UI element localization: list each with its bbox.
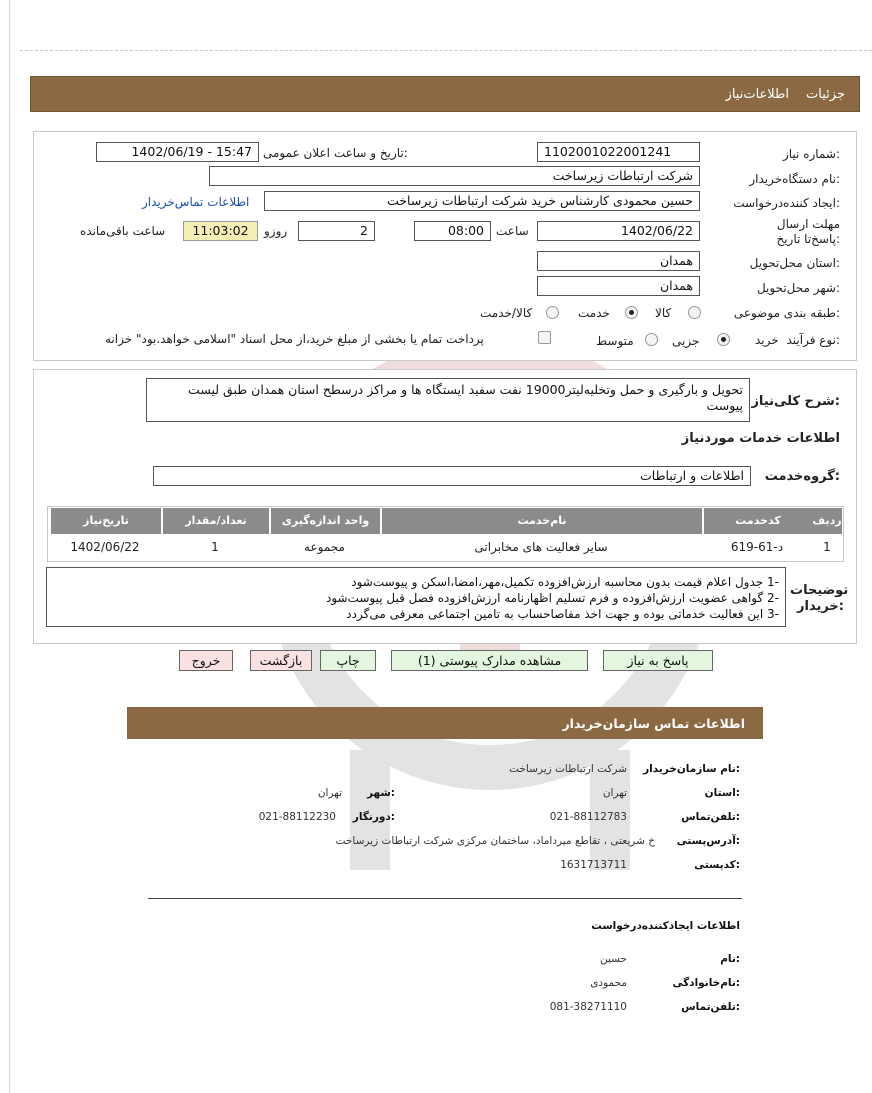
table-row-1-code: د-61-619 [730, 540, 784, 554]
contact-province-label: استان: [704, 787, 740, 799]
process-label: نوع فرآیند: [786, 333, 840, 347]
contact-city-value: تهران [317, 787, 342, 799]
creator-first-name-label: نام: [720, 953, 740, 965]
need-number-field: 1102001022001241 [537, 142, 700, 162]
contact-postal-value: 1631713711 [560, 859, 627, 871]
announce-field: 1402/06/19 - 15:47 [96, 142, 259, 162]
province-field: همدان [537, 251, 700, 271]
province-label: استان محل‌تحویل: [749, 256, 840, 270]
process-minor-label: جزیی [672, 334, 700, 348]
header-bar [30, 76, 860, 112]
creator-last-name-label: نام‌خانوادگی: [672, 977, 740, 989]
city-field: همدان [537, 276, 700, 296]
table-row-1-date: 1402/06/22 [70, 540, 140, 554]
contact-fax-value: 021-88112230 [258, 811, 336, 823]
note-line-1: -1 جدول اعلام قیمت بدون محاسبه ارزش‌افزوده تکمیل،مهر،امضا،اسکن و پیوست‌شود [351, 575, 779, 589]
org-name-label: نام سازمان‌خریدار: [643, 763, 740, 775]
contact-fax-label: دورنگار: [352, 811, 395, 823]
summary-label: شرح کلی‌نیاز: [751, 394, 840, 409]
buyer-org-field: شرکت ارتباطات زیرساخت [209, 166, 700, 186]
note-line-2: -2 گواهی عضویت ارزش‌افزوده و فرم تسلیم اظهارنامه ارزش‌افزوده فصل قبل پیوست‌شود [326, 591, 779, 605]
contact-section-header [127, 707, 763, 739]
table-row-1-unit: مجموعه [304, 540, 345, 554]
process-minor-radio[interactable] [717, 333, 730, 346]
category-goods-label: کالا [655, 306, 672, 320]
table-row-1-name: سایر فعالیت های مخابراتی [474, 540, 608, 554]
days-label: روزو [264, 224, 288, 238]
col-need-date: تاریخ‌نیاز [49, 508, 161, 534]
process-purchase-label: خرید [755, 333, 779, 347]
contact-phone-value: 021-88112783 [549, 811, 627, 823]
creator-phone-label: تلفن‌تماس: [681, 1001, 740, 1013]
creator-phone-value: 081-38271110 [549, 1001, 627, 1013]
deadline-time-field: 08:00 [414, 221, 491, 241]
city-label: شهر محل‌تحویل: [756, 281, 840, 295]
back-button[interactable]: بازگشت [250, 650, 312, 671]
buyer-notes-label: توضیحات خریدار: [790, 583, 849, 614]
buyer-notes-field [46, 567, 786, 627]
contact-address-label: آدرس‌پستی: [676, 835, 740, 847]
tab-details[interactable]: جزئیات [806, 87, 845, 102]
creator-last-name-value: محمودی [590, 977, 627, 989]
category-goods-service-radio[interactable] [546, 306, 559, 319]
remaining-time-label: ساعت باقی‌مانده [80, 224, 166, 238]
top-divider [20, 50, 872, 51]
buyer-contact-link[interactable]: اطلاعات تماس‌خریدار [142, 195, 250, 209]
creator-first-name-value: حسین [599, 953, 627, 965]
process-medium-label: متوسط [596, 334, 634, 348]
creator-field: حسین محمودی کارشناس خرید شرکت ارتباطات زیرساخت [264, 191, 700, 211]
remaining-time-field: 11:03:02 [183, 221, 258, 241]
days-field: 2 [298, 221, 375, 241]
col-quantity: تعداد/مقدار [161, 508, 269, 534]
summary-field: تحویل و بارگیری و حمل وتخلیه‌لیتر19000 نفت سفید ایستگاه ها و مراکز درسطح استان همدان طبق لیست پیوست [146, 378, 750, 422]
org-name-value: شرکت ارتباطات زیرساخت [509, 763, 627, 775]
print-button[interactable]: چاپ [320, 650, 376, 671]
category-goods-service-label: کالا/خدمت [480, 306, 533, 320]
service-group-field: اطلاعات و ارتباطات [153, 466, 751, 486]
contact-divider [148, 898, 742, 899]
contact-city-label: شهر: [367, 787, 395, 799]
table-row-1-quantity: 1 [211, 540, 219, 554]
creator-info-title: اطلاعات ایجادکننده‌درخواست [591, 920, 740, 932]
col-service-name: نام‌خدمت [380, 508, 702, 534]
contact-section-title: اطلاعات تماس سازمان‌خریدار [562, 716, 745, 731]
need-number-label: شماره نیاز: [782, 147, 840, 161]
services-title: اطلاعات خدمات موردنیاز [681, 431, 840, 446]
service-group-label: گروه‌خدمت: [764, 469, 840, 484]
category-goods-radio[interactable] [688, 306, 701, 319]
table-row-1-index: 1 [823, 540, 831, 554]
tab-need-info[interactable]: اطلاعات‌نیاز [725, 87, 789, 102]
process-medium-radio[interactable] [645, 333, 658, 346]
creator-label: ایجاد کننده‌درخواست: [733, 196, 840, 210]
contact-address-value: خ شریعتی ، تقاطع میرداماد، ساختمان مرکزی شرکت ارتباطات زیرساخت [335, 835, 655, 847]
buyer-org-label: نام دستگاه‌خریدار: [749, 172, 840, 186]
reply-button[interactable]: پاسخ به نیاز [603, 650, 713, 671]
services-table-header [49, 508, 842, 534]
deadline-time-label: ساعت [496, 224, 529, 238]
exit-button[interactable]: خروج [179, 650, 233, 671]
category-service-radio[interactable] [625, 306, 638, 319]
category-service-label: خدمت [578, 306, 610, 320]
left-border-line [9, 0, 10, 1093]
col-service-code: کدخدمت [702, 508, 812, 534]
col-unit: واحد اندازه‌گیری [269, 508, 380, 534]
deadline-label: مهلت ارسال پاسخ‌تا تاریخ: [776, 217, 840, 246]
category-label: طبقه بندی موضوعی: [733, 306, 840, 320]
treasury-payment-checkbox[interactable] [538, 331, 551, 344]
announce-label: تاریخ و ساعت اعلان عمومی: [263, 146, 408, 160]
treasury-payment-note: پرداخت تمام یا بخشی از مبلغ خرید،از محل اسناد "اسلامی خواهد.بود" خزانه [105, 332, 484, 346]
contact-province-value: تهران [602, 787, 627, 799]
contact-postal-label: کدپستی: [694, 859, 740, 871]
deadline-date-field: 1402/06/22 [537, 221, 700, 241]
contact-phone-label: تلفن‌تماس: [681, 811, 740, 823]
note-line-3: -3 این فعالیت خدماتی بوده و جهت اخذ مفاصاحساب به تامین اجتماعی معرفی می‌گردد [346, 607, 779, 621]
attachments-button[interactable]: مشاهده مدارک پیوستی (1) [391, 650, 588, 671]
col-row: ردیف [812, 514, 842, 527]
